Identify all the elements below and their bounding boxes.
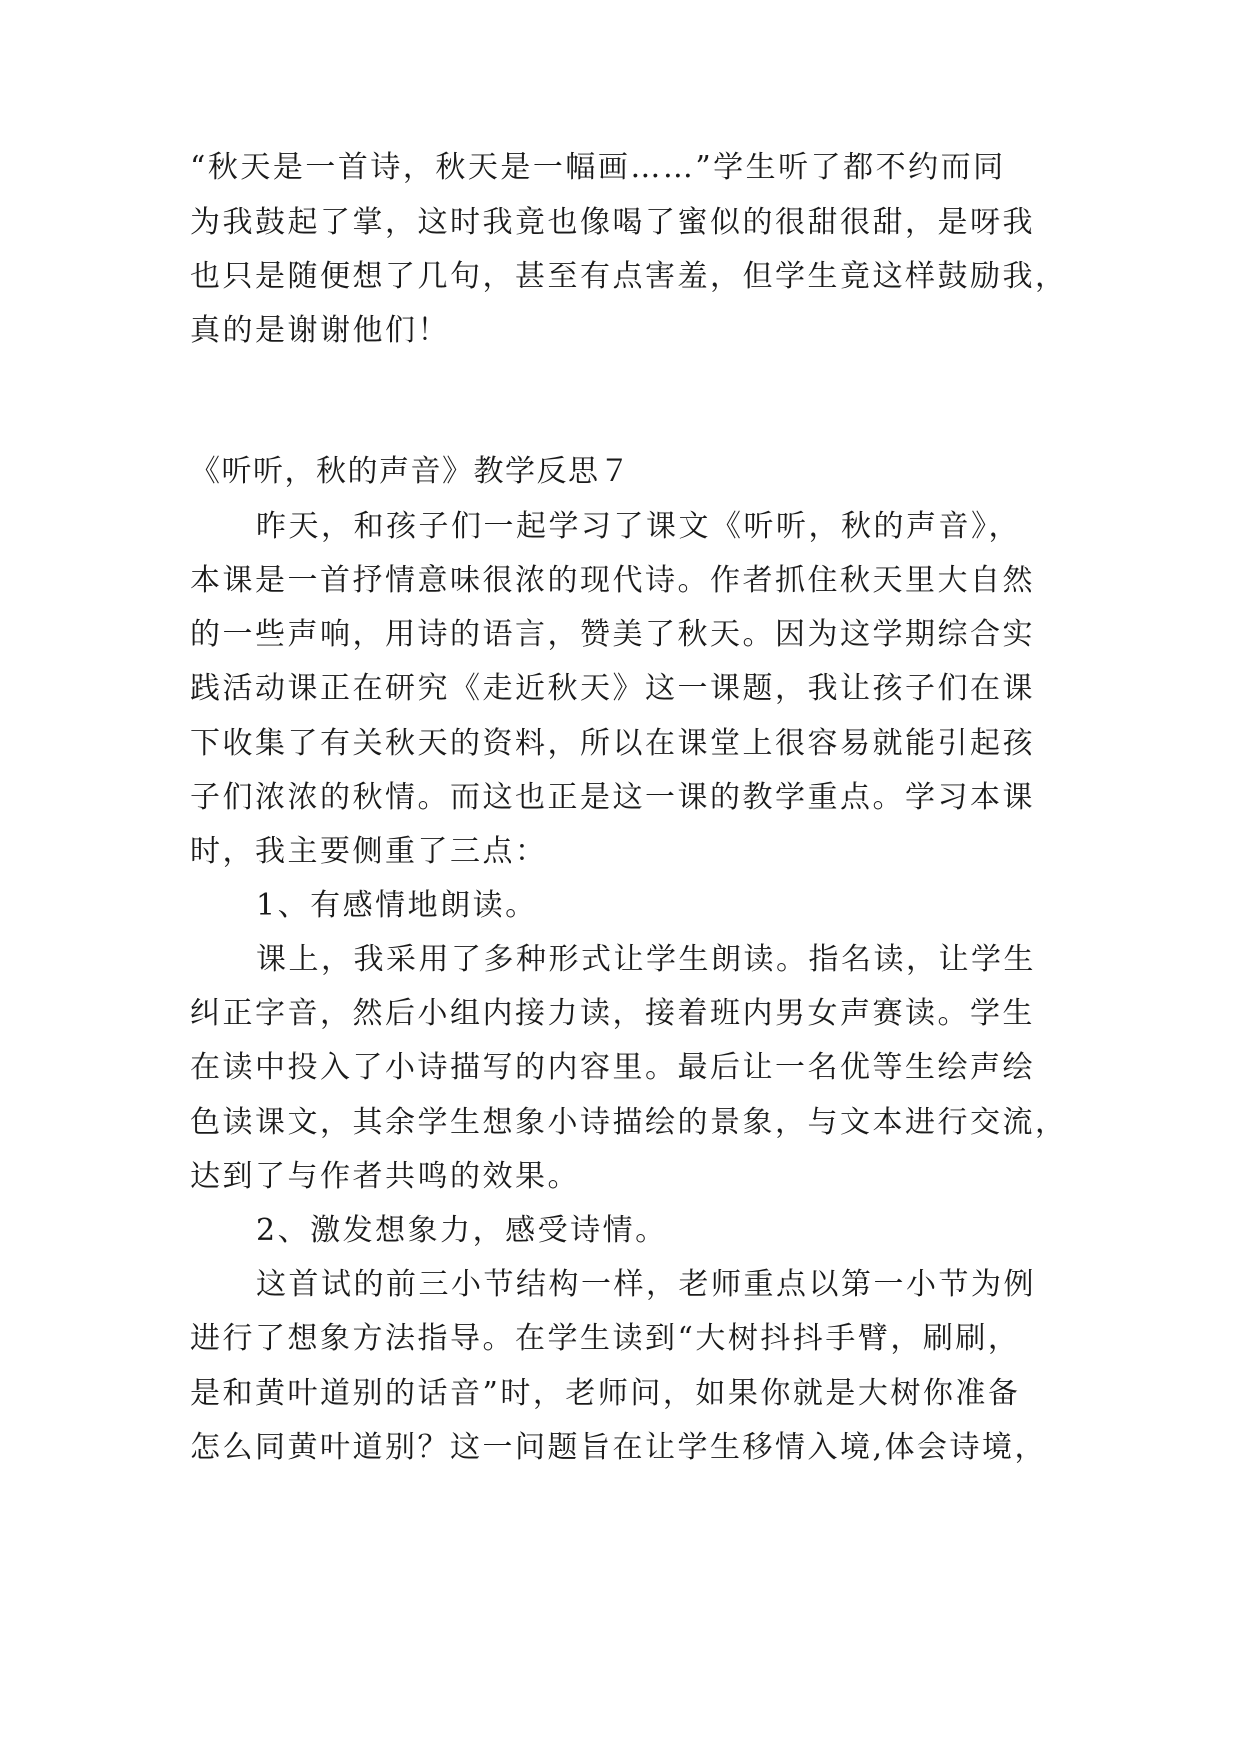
point-heading: 2、激发想象力，感受诗情。 bbox=[256, 1213, 668, 1248]
text-line: 践活动课正在研究《走近秋天》这一课题，我让孩子们在课 bbox=[190, 671, 1035, 706]
section-title: 《听听，秋的声音》教学反思７ bbox=[190, 454, 631, 489]
text-line: 进行了想象方法指导。在学生读到“大树抖抖手臂，刷刷， bbox=[190, 1321, 1021, 1356]
text-line: 纠正字音，然后小组内接力读，接着班内男女声赛读。学生 bbox=[190, 996, 1035, 1031]
text-line: 本课是一首抒情意味很浓的现代诗。作者抓住秋天里大自然 bbox=[190, 563, 1035, 598]
text-line: 达到了与作者共鸣的效果。 bbox=[190, 1159, 580, 1194]
text-line: 在读中投入了小诗描写的内容里。最后让一名优等生绘声绘 bbox=[190, 1050, 1035, 1085]
text-line: 这首试的前三小节结构一样，老师重点以第一小节为例 bbox=[256, 1267, 1036, 1302]
text-line: 也只是随便想了几句，甚至有点害羞，但学生竟这样鼓励我， bbox=[190, 259, 1068, 294]
text-line: 课上，我采用了多种形式让学生朗读。指名读，让学生 bbox=[256, 942, 1036, 977]
text-line: 的一些声响，用诗的语言，赞美了秋天。因为这学期综合实 bbox=[190, 617, 1035, 652]
text-line: 为我鼓起了掌，这时我竟也像喝了蜜似的很甜很甜，是呀我 bbox=[190, 205, 1035, 240]
text-line: “秋天是一首诗，秋天是一幅画……”学生听了都不约而同 bbox=[190, 150, 1006, 185]
text-line: 时，我主要侧重了三点： bbox=[190, 834, 548, 869]
text-line: 子们浓浓的秋情。而这也正是这一课的教学重点。学习本课 bbox=[190, 780, 1035, 815]
text-line: 怎么同黄叶道别？这一问题旨在让学生移情入境,体会诗境， bbox=[190, 1430, 1048, 1465]
text-line: 真的是谢谢他们！ bbox=[190, 313, 450, 348]
point-heading: 1、有感情地朗读。 bbox=[256, 888, 538, 923]
text-line: 下收集了有关秋天的资料，所以在课堂上很容易就能引起孩 bbox=[190, 726, 1035, 761]
text-line: 是和黄叶道别的话音”时，老师问，如果你就是大树你准备 bbox=[190, 1376, 1021, 1411]
text-line: 昨天，和孩子们一起学习了课文《听听，秋的声音》， bbox=[256, 509, 1021, 544]
text-line: 色读课文，其余学生想象小诗描绘的景象，与文本进行交流， bbox=[190, 1105, 1068, 1140]
